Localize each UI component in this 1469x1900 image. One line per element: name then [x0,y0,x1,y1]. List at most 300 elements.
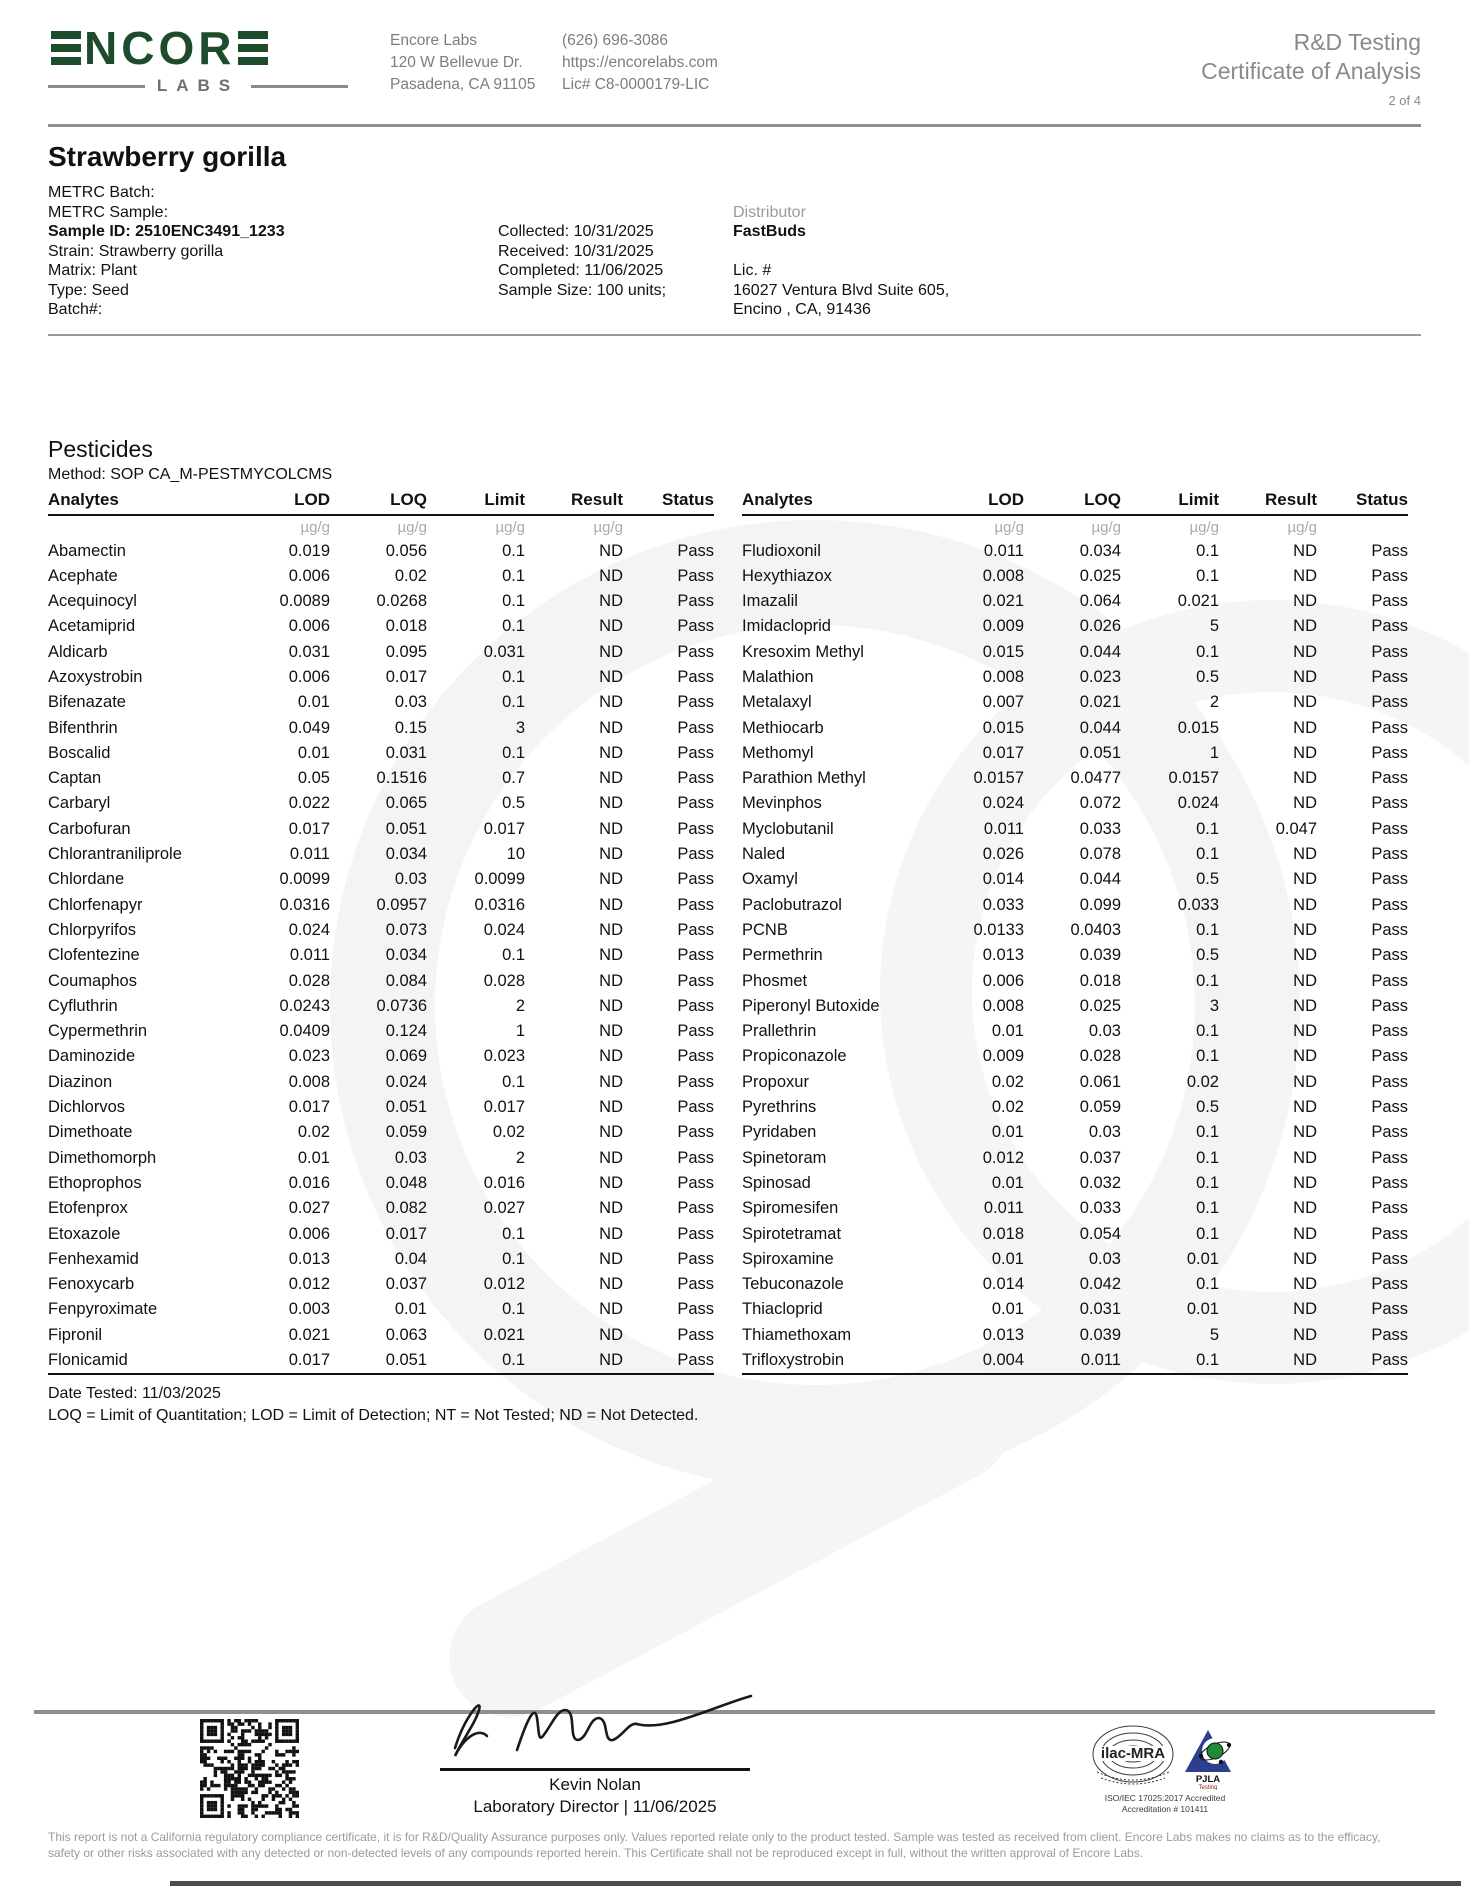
analyte-row [742,893,1408,918]
analyte-value: 0.017 [483,1098,525,1117]
analyte-value: 0.1 [502,541,525,560]
analyte-value: 0.017 [982,743,1024,762]
analyte-name: Paclobutrazol [742,895,842,914]
date-tested: Date Tested: 11/03/2025 [48,1385,221,1403]
analyte-name: Fenoxycarb [48,1275,135,1294]
analyte-value: ND [1293,1072,1317,1091]
footer [0,1710,1469,1900]
analyte-name: Clofentezine [48,946,140,965]
analyte-value: 0.039 [1079,1325,1121,1344]
analyte-value: ND [1293,1199,1317,1218]
analyte-value: ND [599,642,623,661]
column-header: Analytes [742,488,924,515]
analyte-name: Etofenprox [48,1199,128,1218]
analyte-row [48,1222,714,1247]
analyte-row [742,665,1408,690]
analyte-value: ND [1293,1047,1317,1066]
analyte-value: ND [599,870,623,889]
analyte-value: ND [599,920,623,939]
analyte-value: Pass [1371,1224,1408,1243]
analyte-value: 5 [1209,1325,1219,1344]
analyte-value: 0.1 [502,1072,525,1091]
analyte-name: Kresoxim Methyl [742,642,864,661]
analyte-value: 0.028 [1079,1047,1121,1066]
analyte-value: 0.012 [288,1275,330,1294]
analyte-value: 0.1 [502,617,525,636]
analyte-name: Bifenazate [48,693,126,712]
analyte-name: Malathion [742,667,814,686]
analyte-value: 0.011 [1080,1351,1121,1369]
analyte-row [742,842,1408,867]
analyte-row [48,1348,714,1374]
analyte-value: 0.008 [982,667,1024,686]
analyte-name: Acephate [48,566,118,585]
analyte-value: 0.021 [1177,592,1219,611]
analyte-name: Prallethrin [742,1022,817,1041]
analyte-value: Pass [1371,1098,1408,1117]
qr-code [200,1719,299,1823]
analyte-row [48,1247,714,1272]
page-indicator: 2 of 4 [1388,93,1421,108]
analyte-name: Chlorpyrifos [48,920,137,939]
analyte-value: 0.1 [502,1351,525,1369]
analyte-value: ND [599,1224,623,1243]
metrc-sample: METRC Sample: [48,203,169,221]
analyte-name: Spirotetramat [742,1224,842,1243]
accreditation-line1: ISO/IEC 17025:2017 Accredited [1104,1793,1226,1803]
batch-number: Batch#: [48,301,103,318]
units-row [742,515,1408,539]
analyte-row [742,1247,1408,1272]
analyte-value: 0.006 [288,566,330,585]
analyte-value: ND [599,617,623,636]
column-header: Status [1317,488,1408,515]
analyte-value: 0.011 [983,819,1024,838]
section-title-pesticides: Pesticides [48,435,153,462]
analyte-value: ND [1293,667,1317,686]
analyte-value: Pass [1371,642,1408,661]
analyte-value: 0.032 [1079,1173,1121,1192]
analyte-value: 0.02 [991,1098,1024,1117]
analyte-value: 10 [506,845,525,864]
signature-block [380,1676,810,1817]
sample-id: Sample ID: 2510ENC3491_1233 [48,223,285,240]
analyte-name: Pyridaben [742,1123,817,1142]
analyte-value: 0.011 [983,1199,1024,1218]
analyte-value: 0.023 [1079,667,1121,686]
analyte-value: 0.1 [1196,920,1219,939]
analyte-value: ND [599,845,623,864]
analyte-value: 0.01 [991,1249,1024,1268]
analyte-value: ND [1293,541,1317,560]
analyte-value: 0.012 [982,1148,1024,1167]
analyte-value: Pass [1371,1072,1408,1091]
analyte-value: Pass [1371,718,1408,737]
analyte-value: Pass [677,1224,714,1243]
analyte-row [742,943,1408,968]
analyte-value: 0.034 [1079,541,1121,560]
analyte-value: Pass [677,743,714,762]
analyte-row [742,614,1408,639]
analyte-value: 0.044 [1079,642,1121,661]
analyte-value: ND [1293,870,1317,889]
analyte-row [742,994,1408,1019]
analyte-value: 0.0099 [279,870,330,889]
analyte-name: Phosmet [742,971,808,990]
analyte-row [742,741,1408,766]
header-row [48,488,714,515]
analyte-value: 0.031 [1079,1300,1121,1319]
analyte-value: Pass [1371,541,1408,560]
analyte-value: 0.009 [982,617,1024,636]
analyte-value: 0.0316 [279,895,330,914]
analyte-value: ND [599,566,623,585]
analyte-value: 0.024 [483,920,525,939]
analyte-value: Pass [1371,617,1408,636]
analyte-value: 0.034 [385,946,427,965]
analyte-row [742,867,1408,892]
analyte-name: Coumaphos [48,971,137,990]
svg-text:Testing: Testing [1198,1785,1218,1790]
analyte-value: 0.015 [982,718,1024,737]
analyte-value: Pass [1371,1047,1408,1066]
analyte-value: 0.026 [1079,617,1121,636]
analyte-value: Pass [677,541,714,560]
analyte-value: 1 [515,1022,525,1041]
analyte-value: 0.05 [297,769,330,788]
header-row [742,488,1408,515]
analyte-row [48,1070,714,1095]
lab-info [390,30,772,96]
analyte-value: Pass [1371,592,1408,611]
analyte-value: Pass [677,996,714,1015]
analyte-value: ND [1293,743,1317,762]
analyte-value: 0.023 [288,1047,330,1066]
column-header: Result [1219,488,1317,515]
logo-sub-text: LABS [156,76,240,95]
column-header: Analytes [48,488,230,515]
section-divider [48,334,1421,336]
analyte-value: 0.063 [385,1325,427,1344]
analyte-value: 0.064 [1079,592,1121,611]
analyte-value: ND [599,718,623,737]
analyte-value: 0.073 [385,920,427,939]
analyte-row [48,564,714,589]
analyte-value: 0.014 [982,1275,1024,1294]
analyte-value: ND [599,541,623,560]
analyte-value: ND [1293,920,1317,939]
analyte-value: 0.0736 [376,996,427,1015]
analyte-value: 0.018 [982,1224,1024,1243]
report-heading [1201,28,1421,108]
analyte-value: 0.026 [982,845,1024,864]
analyte-value: 0.124 [385,1022,427,1041]
analyte-value: Pass [1371,1199,1408,1218]
analyte-value: 0.0157 [1168,769,1219,788]
analyte-name: Chlordane [48,870,125,889]
analyte-name: Thiacloprid [742,1300,823,1319]
analyte-value: 0.024 [385,1072,427,1091]
analyte-value: 0.1 [1196,845,1219,864]
analyte-value: 0.021 [1079,693,1121,712]
analyte-value: ND [1293,693,1317,712]
analyte-row [742,766,1408,791]
analyte-value: 0.5 [502,794,525,813]
analyte-value: ND [599,1199,623,1218]
analyte-value: 0.039 [1079,946,1121,965]
analyte-value: 0.015 [1177,718,1219,737]
analyte-value: 0.01 [991,1300,1024,1319]
analyte-value: Pass [1371,1325,1408,1344]
analyte-name: Abamectin [48,541,126,560]
analyte-row [742,1070,1408,1095]
analyte-name: Azoxystrobin [48,667,143,686]
analyte-row [48,1171,714,1196]
analyte-name: Methomyl [742,743,814,762]
analyte-value: 0.1 [502,1224,525,1243]
analyte-value: 0.03 [1088,1123,1121,1142]
analyte-name: Dimethoate [48,1123,133,1142]
analyte-name: Acequinocyl [48,592,137,611]
analyte-row [48,690,714,715]
analyte-value: ND [599,996,623,1015]
analyte-value: Pass [677,819,714,838]
units-cell [48,515,230,539]
analyte-value: 0.023 [483,1047,525,1066]
analyte-value: 0.078 [1079,845,1121,864]
analyte-value: 0.03 [394,870,427,889]
analyte-value: 0.1 [1196,1047,1219,1066]
analyte-value: 0.15 [394,718,427,737]
lab-license: Lic# C8-0000179-LIC [562,76,710,93]
analyte-value: 0.044 [1079,718,1121,737]
analyte-name: Myclobutanil [742,819,834,838]
analyte-value: ND [599,1123,623,1142]
qr-code-icon [200,1719,299,1818]
analyte-value: 0.031 [288,642,330,661]
header [48,22,1421,108]
analyte-value: 0.01 [297,1148,330,1167]
analyte-value: ND [1293,1173,1317,1192]
analyte-value: Pass [1371,920,1408,939]
analyte-value: 0.069 [385,1047,427,1066]
analyte-value: Pass [677,1022,714,1041]
analyte-value: Pass [677,1275,714,1294]
analyte-value: 0.012 [483,1275,525,1294]
analyte-row [48,817,714,842]
analyte-name: Aldicarb [48,642,108,661]
pjla-logo-icon [1181,1724,1239,1790]
analyte-value: 0.02 [991,1072,1024,1091]
analyte-value: 0.024 [288,920,330,939]
analyte-value: 0.003 [288,1300,330,1319]
pesticide-table-right [742,488,1408,1376]
analyte-value: ND [1293,592,1317,611]
analyte-value: Pass [1371,895,1408,914]
analyte-value: Pass [677,642,714,661]
analyte-value: 0.024 [1177,794,1219,813]
analyte-value: Pass [677,693,714,712]
analyte-value: 0.018 [1079,971,1121,990]
analyte-name: Boscalid [48,743,111,762]
analyte-value: 0.01 [1186,1249,1219,1268]
analyte-row [742,716,1408,741]
analyte-row [742,1222,1408,1247]
analyte-value: 0.021 [288,1325,330,1344]
analyte-value: Pass [1371,946,1408,965]
analyte-value: ND [1293,1351,1317,1369]
analyte-value: 0.017 [288,1351,330,1369]
analyte-value: ND [1293,996,1317,1015]
analyte-value: Pass [677,1351,714,1369]
analyte-value: Pass [677,1072,714,1091]
analyte-value: 0.017 [385,667,427,686]
column-header: LOD [230,488,330,515]
analyte-value: ND [1293,1275,1317,1294]
metrc-batch: METRC Batch: [48,184,155,201]
analyte-value: 3 [515,718,525,737]
analyte-value: Pass [677,1249,714,1268]
analyte-value: 5 [1209,617,1219,636]
analyte-name: Fipronil [48,1325,103,1344]
analyte-value: 0.051 [385,819,427,838]
analyte-value: ND [1293,1249,1317,1268]
analyte-value: Pass [1371,870,1408,889]
analyte-value: 0.0099 [474,870,525,889]
analyte-value: Pass [1371,1022,1408,1041]
accreditation-block [1080,1724,1250,1815]
analyte-value: 0.051 [385,1098,427,1117]
analyte-row [742,690,1408,715]
analyte-value: Pass [1371,1173,1408,1192]
distributor-label: Distributor [733,203,806,221]
analyte-value: 0.044 [1079,870,1121,889]
analyte-value: 0.03 [394,1148,427,1167]
units-cell: µg/g [495,518,525,536]
analyte-row [742,1120,1408,1145]
analyte-value: 0.1 [502,667,525,686]
analyte-row [742,1348,1408,1374]
analyte-value: Pass [677,1098,714,1117]
analyte-value: ND [1293,1022,1317,1041]
matrix: Matrix: Plant [48,262,137,279]
analyte-value: 0.0403 [1070,920,1121,939]
analyte-name: Oxamyl [742,870,798,889]
analyte-value: 0.013 [982,1325,1024,1344]
accreditation-text [1080,1793,1250,1815]
column-header: Status [623,488,714,515]
collected-date: Collected: 10/31/2025 [498,223,654,240]
units-cell: µg/g [1091,518,1121,536]
analyte-value: 0.1 [1196,1275,1219,1294]
analyte-name: Bifenthrin [48,718,118,737]
analyte-value: 0.022 [288,794,330,813]
analyte-value: 0.048 [385,1173,427,1192]
analyte-value: 0.021 [982,592,1024,611]
analyte-name: Imidacloprid [742,617,831,636]
analyte-value: 0.1516 [376,769,427,788]
analyte-value: 0.0133 [973,920,1024,939]
analyte-value: 0.0243 [279,996,330,1015]
analyte-value: 0.016 [288,1173,330,1192]
analyte-value: 0.082 [385,1199,427,1218]
analyte-value: 0.027 [483,1199,525,1218]
completed-date: Completed: 11/06/2025 [498,262,664,279]
analyte-value: 0.042 [1079,1275,1121,1294]
analyte-value: Pass [677,667,714,686]
analyte-value: 0.009 [982,1047,1024,1066]
analyte-value: Pass [677,769,714,788]
signature-line [440,1768,750,1771]
analyte-value: 0.01 [991,1173,1024,1192]
analyte-value: 0.011 [289,946,330,965]
analyte-value: 0.033 [1079,819,1121,838]
logo-e-icon [238,31,268,65]
analyte-name: Propiconazole [742,1047,847,1066]
analyte-value: ND [599,1249,623,1268]
analyte-value: 0.02 [394,566,427,585]
analyte-value: Pass [677,1199,714,1218]
analyte-row [48,918,714,943]
analyte-value: ND [1293,718,1317,737]
analyte-value: 0.03 [394,693,427,712]
column-header: Result [525,488,623,515]
analyte-name: Etoxazole [48,1224,121,1243]
analyte-name: Chlorantraniliprole [48,845,182,864]
analyte-value: 0.059 [1079,1098,1121,1117]
analyte-value: Pass [1371,794,1408,813]
analyte-name: Metalaxyl [742,693,812,712]
analyte-name: PCNB [742,920,788,939]
analyte-value: 0.051 [385,1351,427,1369]
units-cell: µg/g [1189,518,1219,536]
analyte-value: Pass [677,1173,714,1192]
analyte-value: ND [599,693,623,712]
pesticide-tables [48,488,1421,1376]
analyte-row [48,969,714,994]
analyte-value: 0.03 [1088,1022,1121,1041]
analyte-value: ND [599,769,623,788]
analyte-value: 0.033 [1079,1199,1121,1218]
analyte-value: 0.03 [1088,1249,1121,1268]
analyte-value: 0.033 [1177,895,1219,914]
analyte-name: Fludioxonil [742,541,821,560]
analyte-row [48,994,714,1019]
analyte-value: 2 [515,996,525,1015]
column-header: LOD [924,488,1024,515]
analyte-name: Mevinphos [742,794,822,813]
analyte-value: 0.1 [502,946,525,965]
lab-phone: (626) 696-3086 [562,32,668,49]
analyte-value: ND [599,1300,623,1319]
analyte-value: 0.1 [1196,1224,1219,1243]
analyte-value: 0.5 [1196,946,1219,965]
received-date: Received: 10/31/2025 [498,242,654,260]
analyte-value: 0.1 [502,566,525,585]
analyte-value: 0.017 [288,1098,330,1117]
analyte-value: Pass [1371,667,1408,686]
column-header: Limit [427,488,525,515]
logo-bar [251,85,348,88]
analyte-value: 0.017 [483,819,525,838]
analyte-name: Tebuconazole [742,1275,844,1294]
accreditation-line2: Accreditation # 101411 [1121,1804,1209,1814]
analyte-value: Pass [677,895,714,914]
units-row [48,515,714,539]
logo-wordmark [48,22,348,74]
analyte-value: Pass [677,971,714,990]
analyte-value: 0.008 [982,566,1024,585]
